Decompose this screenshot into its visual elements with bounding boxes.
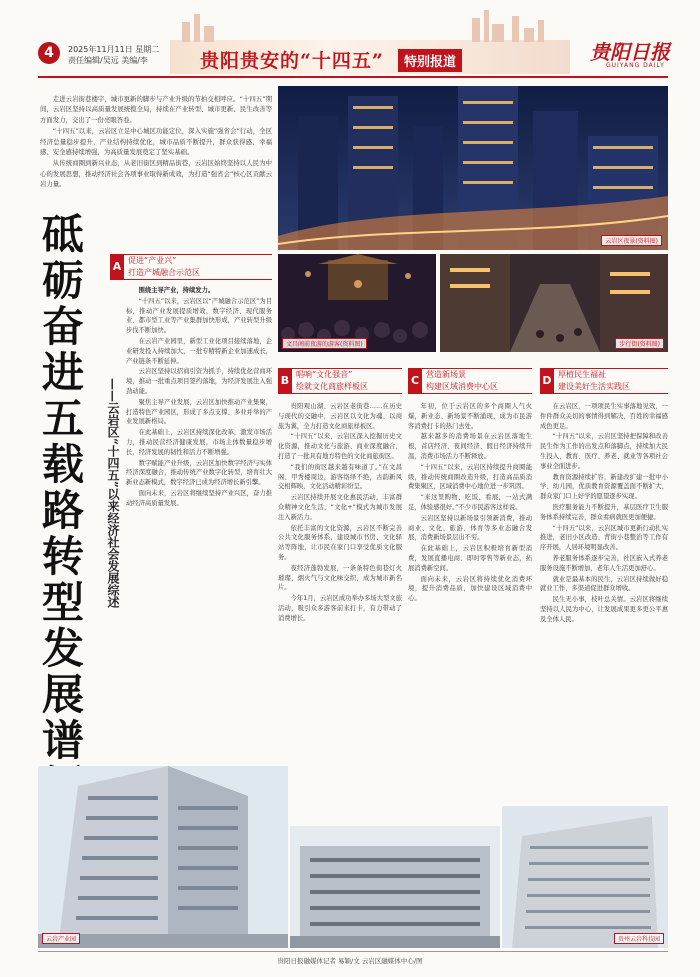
masthead-logo: 贵阳日报 (590, 40, 670, 64)
caption-night: 云岩区夜景(资料图) (601, 235, 662, 246)
paragraph: 聚焦主导产业发展，云岩区加快推动产业集聚，打造特色产业园区，形成了多点支撑、多业并举的产业发展新格局。 (126, 398, 272, 426)
skyline-decoration (172, 8, 572, 42)
masthead-subtitle: GUIYANG DAILY (606, 62, 665, 69)
section-d-body (540, 402, 668, 626)
section-c-line1: 营造新场景 (426, 370, 466, 379)
photo-street (440, 254, 668, 352)
paragraph: 数字赋能产业升级，云岩区加快数字经济与实体经济深度融合，推动传统产业数字化转型，培育壮大新业态新模式，数字经济已成为经济增长新引擎。 (126, 459, 272, 487)
paragraph: 云岩区坚持以招商引资为抓手，持续优化营商环境，推动一批重点项目签约落地，为经济发展注入强劲动能。 (126, 368, 272, 395)
paragraph: 面向未来，云岩区将持续优化消费环境，提升消费品质，加快建设区域消费中心。 (408, 575, 532, 603)
photo-night-city (278, 86, 668, 250)
paragraph: 云岩区坚持以新场景引领新消费，推动商业、文化、旅游、体育等多业态融合发展，消费新场景层出不穷。 (408, 514, 532, 542)
paragraph: 民生无小事，枝叶总关情。云岩区将继续坚持以人民为中心，让发展成果更多更公平惠及全体人民。 (540, 596, 668, 623)
banner-tag: 特别报道 (398, 49, 462, 72)
paragraph: “来这里购物、吃饭、看展，一站式满足，体验感很好。”不少市民游客这样说。 (408, 494, 532, 511)
banner-title: 贵阳贵安的“十四五” (200, 50, 384, 72)
photo-building-left (38, 766, 288, 948)
section-b-body (278, 402, 402, 625)
paragraph: 就业是最基本的民生，云岩区持续做好稳就业工作，多渠道促进群众增收。 (540, 575, 668, 593)
paragraph: “十四五”以来，云岩区以“产城融合示范区”为目标，推动产业发展提质增效，数字经济、现代服务业、都市型工业等产业集群加快形成，产业转型升级步伐不断加快。 (126, 297, 272, 335)
paragraph: 面向未来，云岩区将继续坚持产业兴区，奋力推动经济高质量发展。 (126, 489, 272, 507)
caption-crowd: 文昌阁前夜游的游客(资料图) (282, 338, 367, 349)
intro-paragraph: 走进云岩街巷楼宇，城市更新的脚步与产业升级的节拍交相呼应。“十四五”期间，云岩区坚持以高质量发展统揽全局，持续在产业转型、城市更新、民生改善等方面发力，交出了一份亮眼答卷。 (40, 95, 272, 124)
section-a-header (110, 254, 272, 280)
intro-paragraph: “十四五”以来，云岩区立足中心城区功能定位，深入实施“强省会”行动，全区经济总量稳步提升，产业结构持续优化，城市品质不断提升，群众获得感、幸福感、安全感持续增强，为高质量发展奠定了坚实基础。 (40, 127, 272, 157)
intro-text (40, 94, 272, 191)
caption-street: 步行街(资料图) (615, 338, 664, 349)
paragraph: “十四五”以来，云岩区持续提升商圈能级，推动传统商圈改造升级，打造高品质消费集聚区，区域消费中心地位进一步巩固。 (408, 463, 532, 491)
paragraph: 在云岩产业园里，新型工业化项目接续落地，企业研发投入持续加大，一批专精特新企业加速成长，产业链条不断延伸。 (126, 337, 272, 365)
section-a-line1: 促进“产业兴” (128, 256, 177, 265)
building-left-illustration (38, 766, 288, 948)
paragraph: 年初，位于云岩区的多个商圈人气火爆，新业态、新场景不断涌现，成为市民游客消费打卡的热门去处。 (408, 403, 532, 430)
building-right-illustration (502, 806, 668, 948)
paragraph: “十四五”以来，云岩区坚持把保障和改善民生作为工作的出发点和落脚点，持续加大民生投入，教育、医疗、养老、就业等各项社会事业全面进步。 (540, 433, 668, 470)
section-c-line2: 构建区域消费中心区 (426, 382, 498, 391)
section-b-line1: 唱响“文化强音” (296, 370, 353, 379)
building-center-illustration (290, 826, 500, 948)
paragraph: 在云岩区，一项项民生实事落地见效，一件件群众关切的事情得到解决，百姓的幸福感成色更足。 (540, 403, 668, 430)
section-d-line2: 建设美好生活实践区 (558, 382, 630, 391)
photo-building-center (290, 826, 500, 948)
paragraph: 依托丰富的文化资源，云岩区不断完善公共文化服务体系，建设城市书房、文化驿站等阵地，让市民在家门口享受优质文化服务。 (278, 524, 402, 561)
intro-paragraph: 从传统商圈到新兴业态，从老旧街区到精品街巷，云岩区始终坚持以人民为中心的发展思想，推动经济社会各项事业取得新成效，为打造“强省会”核心区贡献云岩力量。 (40, 159, 272, 189)
section-d-title (554, 368, 668, 394)
photo-crowd (278, 254, 436, 352)
header-rule (38, 76, 668, 78)
caption-building-right: 贵州云岩科技园 (614, 933, 664, 944)
caption-building-left: 云岩产业园 (42, 933, 80, 944)
page-number: 4 (38, 42, 60, 64)
paragraph: 医疗服务能力不断提升，基层医疗卫生服务体系持续完善，群众看病就医更加便捷。 (540, 503, 668, 521)
headline: 砥砺奋进五载路 转型发展谱 (42, 210, 85, 765)
paragraph: 在此基础上，云岩区积极培育新型消费，发展直播电商、即时零售等新业态，拓展消费新空间。 (408, 545, 532, 572)
section-letter: B (278, 368, 292, 394)
section-b-line2: 绘就文化商旅样板区 (296, 382, 368, 391)
paragraph: 教育资源持续扩容，新建改扩建一批中小学、幼儿园，优质教育资源覆盖面不断扩大，群众家门口上好学的愿望逐步实现。 (540, 473, 668, 501)
section-letter: C (408, 368, 422, 394)
section-a-line2: 打造产城融合示范区 (128, 268, 200, 277)
paragraph: 围绕主导产业，持续发力。 (138, 287, 215, 294)
section-a-body (126, 286, 272, 510)
night-city-illustration (278, 86, 668, 250)
paragraph: “我们的街区越来越有味道了。”在文昌阁、甲秀楼周边，游客络绎不绝，古韵新风交相辉映，文化活动精彩纷呈。 (278, 463, 402, 491)
paragraph: 贵阳观山湖、云岩区老街巷……在历史与现代的交融中，云岩区以文化为魂、以商旅为翼，全力打造文化商旅样板区。 (278, 403, 402, 430)
section-d-line1: 厚植民生福祉 (558, 370, 606, 379)
issue-date: 2025年11月11日 星期二 (68, 45, 160, 54)
sub-headline: ——云岩区“十四五”以来经济社会发展综述 (106, 378, 120, 608)
section-b-header (278, 368, 402, 394)
paragraph: “十四五”以来，云岩区深入挖掘历史文化资源，推动文化与旅游、商业深度融合，打造了一批具有地方特色的文化商旅街区。 (278, 433, 402, 460)
paragraph: 越来越多的消费场景在云岩区落地生根，首店经济、夜间经济、假日经济持续升温，消费市场活力不断释放。 (408, 433, 532, 460)
footer-rule (38, 951, 668, 952)
photo-building-right (502, 806, 668, 948)
section-a-title (124, 254, 272, 280)
paragraph: “十四五”以来，云岩区城市更新行动扎实推进，老旧小区改造、背街小巷整治等工作有序开展，人居环境明显改善。 (540, 524, 668, 552)
section-c-header (408, 368, 532, 394)
paragraph: 今年1月，云岩区成功举办多场大型文旅活动，吸引众多游客前来打卡，有力带动了消费增长。 (278, 595, 402, 622)
paragraph: 夜经济蓬勃发展，一条条特色街巷灯火璀璨，烟火气与文化味交织，成为城市新名片。 (278, 564, 402, 592)
section-letter: A (110, 254, 124, 280)
paragraph: 在此基础上，云岩区持续深化改革，激发市场活力，推动民营经济健康发展，市场主体数量稳步增长，经济发展的韧性和活力不断增强。 (126, 429, 272, 456)
section-letter: D (540, 368, 554, 394)
paragraph: 养老服务体系逐步完善，社区嵌入式养老服务设施不断增加，老年人生活更加舒心。 (540, 554, 668, 572)
editor-credit: 责任编辑/吴远 美编/李 (68, 56, 148, 65)
section-c-title (422, 368, 532, 394)
section-b-title (292, 368, 402, 394)
paragraph: 云岩区持续开展文化惠民活动，丰富群众精神文化生活，“文化+”模式为城市发展注入新活力。 (278, 494, 402, 521)
section-d-header (540, 368, 668, 394)
section-c-body (408, 402, 532, 605)
footer-credit: 贵阳日报融媒体记者 易颖/文 云岩区融媒体中心/图 (277, 957, 423, 965)
